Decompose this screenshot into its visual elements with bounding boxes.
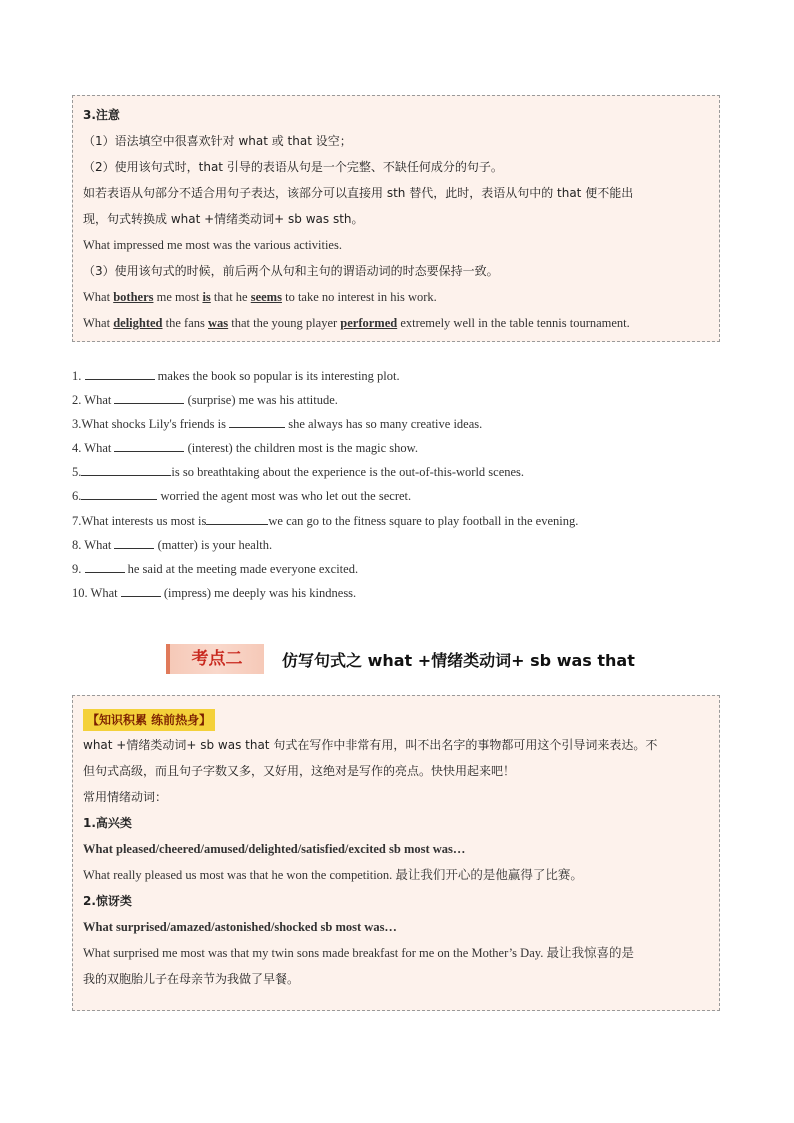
- exercise-text: (impress) me deeply was his kindness.: [160, 586, 357, 600]
- exercise-item: [72, 585, 356, 601]
- ex2-verb-3: seems: [250, 290, 282, 304]
- example-1: What impressed me most was the various activities.: [83, 238, 342, 252]
- ex2-text: me most: [153, 290, 203, 304]
- category-1-example: What really pleased us most was that he won the competition. 最让我们开心的是他赢得了比赛。: [83, 868, 583, 882]
- answer-blank[interactable]: [229, 416, 285, 428]
- note-1: （1）语法填空中很喜欢针对 what 或 that 设空；: [83, 134, 352, 148]
- exercise-text: 10. What: [72, 586, 121, 600]
- ex3-text: extremely well in the table tennis tournament.: [397, 316, 630, 330]
- exercise-text: he said at the meeting made everyone excited.: [124, 562, 359, 576]
- exercise-text: she always has so many creative ideas.: [285, 417, 483, 431]
- exercise-text: 4. What: [72, 441, 115, 455]
- exercise-item: [72, 561, 358, 577]
- answer-blank[interactable]: [85, 368, 155, 380]
- category-2-example-a: What surprised me most was that my twin sons made breakfast for me on the Mother’s Day. 最让我惊喜的是: [83, 946, 634, 960]
- note-4: （3）使用该句式的时候，前后两个从句和主句的谓语动词的时态要保持一致。: [83, 264, 499, 278]
- ex3-verb-1: delighted: [113, 316, 163, 330]
- ex3-text: What: [83, 316, 114, 330]
- note-3b: 现，句式转换成 what +情绪类动词+ sb was sth。: [83, 212, 364, 226]
- exercise-text: (interest) the children most is the magic show.: [184, 441, 418, 455]
- exercise-text: worried the agent most was who let out the secret.: [157, 489, 412, 503]
- example-3: [83, 310, 709, 336]
- ex2-text: that he: [210, 290, 251, 304]
- exercise-item: [72, 416, 482, 432]
- ex3-verb-2: was: [208, 316, 229, 330]
- exercise-text: 8. What: [72, 538, 115, 552]
- exercise-text: (surprise) me was his attitude.: [184, 393, 338, 407]
- intro-line-2: 但句式高级，而且句子字数又多，又好用，这绝对是写作的亮点。快快用起来吧！: [83, 764, 516, 778]
- ex3-text: the fans: [162, 316, 208, 330]
- exercise-text: (matter) is your health.: [154, 538, 273, 552]
- exercise-text: 9.: [72, 562, 85, 576]
- exercise-item: [72, 513, 578, 529]
- intro-line-1: what +情绪类动词+ sb was that 句式在写作中非常有用，叫不出名字的事物都可用这个引导词来表达。不: [83, 738, 658, 752]
- answer-blank[interactable]: [114, 537, 154, 549]
- note-3a: 如若表语从句部分不适合用句子表达，该部分可以直接用 sth 替代，此时，表语从句中的 that 便不能出: [83, 186, 634, 200]
- ex2-verb-2: is: [202, 290, 211, 304]
- category-2-pattern: What surprised/amazed/astonished/shocked sb most was…: [83, 920, 397, 934]
- ex2-verb-1: bothers: [113, 290, 154, 304]
- exercise-item: [72, 392, 338, 408]
- answer-blank[interactable]: [114, 392, 184, 404]
- exercise-item: [72, 368, 400, 384]
- section-tag: 考点二: [166, 644, 264, 674]
- answer-blank[interactable]: [81, 464, 171, 476]
- answer-blank[interactable]: [81, 488, 157, 500]
- exercise-text: 2. What: [72, 393, 115, 407]
- exercise-text: is so breathtaking about the experience is the out-of-this-world scenes.: [171, 465, 525, 479]
- tip-badge: 【知识积累 练前热身】: [83, 709, 215, 731]
- ex3-text: that the young player: [228, 316, 341, 330]
- exercise-text: we can go to the fitness square to play football in the evening.: [268, 514, 579, 528]
- section-heading: [166, 644, 635, 674]
- ex3-verb-3: performed: [340, 316, 398, 330]
- section-title: 仿写句式之 what +情绪类动词+ sb was that: [282, 650, 635, 670]
- exercise-item: [72, 488, 411, 504]
- answer-blank[interactable]: [121, 585, 161, 597]
- knowledge-box: [72, 695, 720, 1011]
- ex2-text: What: [83, 290, 114, 304]
- exercise-item: [72, 440, 418, 456]
- example-2: [83, 284, 709, 310]
- exercise-item: [72, 464, 524, 480]
- note-2: （2）使用该句式时，that 引导的表语从句是一个完整、不缺任何成分的句子。: [83, 160, 503, 174]
- answer-blank[interactable]: [206, 513, 268, 525]
- category-2-title: 2.惊讶类: [83, 894, 132, 908]
- exercise-item: [72, 537, 272, 553]
- common-verbs-label: 常用情绪动词：: [83, 790, 168, 804]
- exercise-text: 5.: [72, 465, 82, 479]
- exercise-text: 7.What interests us most is: [72, 514, 207, 528]
- category-2-example-b: 我的双胞胎儿子在母亲节为我做了早餐。: [83, 972, 300, 986]
- answer-blank[interactable]: [114, 440, 184, 452]
- category-1-pattern: What pleased/cheered/amused/delighted/satisfied/excited sb most was…: [83, 842, 466, 856]
- exercise-text: 1.: [72, 369, 85, 383]
- ex2-text: to take no interest in his work.: [281, 290, 437, 304]
- notes-box: [72, 95, 720, 342]
- notes-title: 3.注意: [83, 108, 120, 122]
- exercise-text: makes the book so popular is its interesting plot.: [154, 369, 400, 383]
- answer-blank[interactable]: [85, 561, 125, 573]
- exercise-text: 6.: [72, 489, 82, 503]
- exercise-text: 3.What shocks Lily's friends is: [72, 417, 230, 431]
- tip-row: [83, 706, 709, 732]
- category-1-title: 1.高兴类: [83, 816, 132, 830]
